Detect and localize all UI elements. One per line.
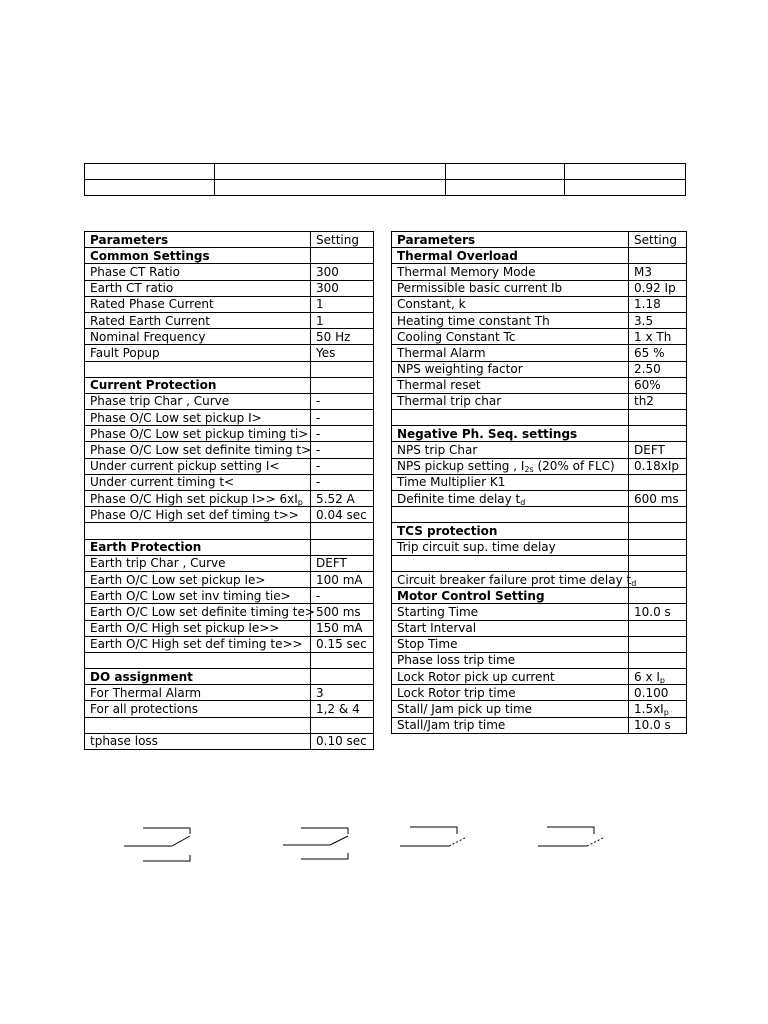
- parameter-cell-text: Thermal Overload: [397, 248, 518, 263]
- setting-cell-text: 100 mA: [316, 572, 363, 587]
- setting-cell-text: -: [316, 475, 321, 490]
- setting-cell-text: -: [316, 394, 321, 409]
- setting-cell-text: 0.18xIp: [634, 459, 679, 474]
- setting-cell-text: -: [316, 426, 321, 441]
- parameter-cell-text: For all protections: [90, 702, 198, 717]
- parameter-cell-text: Under current timing t<: [90, 475, 235, 490]
- setting-cell-text: 1.5xI: [634, 702, 664, 717]
- parameter-cell-text: Rated Phase Current: [90, 297, 214, 312]
- setting-cell-text: 150 mA: [316, 621, 363, 636]
- parameter-cell-text: Starting Time: [397, 604, 479, 619]
- setting-cell-text: DEFT: [634, 443, 665, 458]
- parameter-cell-subscript: 2s: [524, 465, 534, 475]
- setting-cell-text: 1,2 & 4: [316, 702, 360, 717]
- parameter-cell-text: NPS trip Char: [397, 443, 478, 458]
- parameter-cell-text: For Thermal Alarm: [90, 685, 202, 700]
- setting-cell-subscript: p: [659, 675, 665, 685]
- parameter-cell-text: DO assignment: [90, 669, 193, 684]
- parameters-header: Parameters: [392, 232, 629, 248]
- parameter-cell-suffix: (20% of FLC): [533, 459, 615, 474]
- parameter-cell-text: Heating time constant Th: [397, 313, 550, 328]
- parameter-cell-text: Phase O/C Low set pickup timing ti>: [90, 426, 309, 441]
- parameter-cell-text: Trip circuit sup. time delay: [397, 540, 556, 555]
- setting-cell-text: M3: [634, 264, 652, 279]
- parameter-cell-text: Definite time delay t: [397, 491, 521, 506]
- parameter-cell-subscript: p: [297, 497, 303, 507]
- parameter-cell-text: Earth O/C Low set inv timing tie>: [90, 588, 291, 603]
- parameter-cell-text: Cooling Constant Tc: [397, 329, 516, 344]
- parameter-cell-text: NPS pickup setting , I: [397, 459, 525, 474]
- setting-cell-text: 1.18: [634, 297, 661, 312]
- parameter-cell-text: Stop Time: [397, 637, 458, 652]
- setting-cell-text: 3.5: [634, 313, 654, 328]
- parameter-cell-text: Thermal reset: [397, 378, 481, 393]
- parameter-cell-text: Rated Earth Current: [90, 313, 211, 328]
- setting-cell-text: 0.92 Ip: [634, 281, 676, 296]
- parameter-cell-subscript: d: [520, 497, 526, 507]
- parameter-cell-text: Stall/ Jam pick up time: [397, 702, 533, 717]
- setting-cell-text: 1: [316, 313, 324, 328]
- changeover-contact-symbol-1: [124, 828, 190, 861]
- parameter-cell-text: Fault Popup: [90, 345, 160, 360]
- setting-cell-text: 1: [316, 297, 324, 312]
- setting-cell-text: 300: [316, 264, 339, 279]
- parameter-cell-text: Phase loss trip time: [397, 653, 516, 668]
- changeover-contact-symbol-2: [283, 828, 348, 859]
- parameter-cell-text: TCS protection: [397, 523, 498, 538]
- setting-cell-text: 6 x I: [634, 669, 660, 684]
- setting-cell-text: 5.52 A: [316, 491, 355, 506]
- setting-cell-text: 50 Hz: [316, 329, 351, 344]
- setting-cell-text: 0.15 sec: [316, 637, 367, 652]
- parameter-cell-text: Earth O/C High set def timing te>>: [90, 637, 303, 652]
- setting-cell-text: 500 ms: [316, 604, 361, 619]
- setting-cell-text: 1 x Th: [634, 329, 672, 344]
- setting-cell-text: 300: [316, 281, 339, 296]
- parameter-cell-text: Circuit breaker failure prot time delay t: [397, 572, 632, 587]
- setting-cell-text: -: [316, 443, 321, 458]
- parameter-cell-text: Under current pickup setting I<: [90, 459, 280, 474]
- setting-cell-text: 0.10 sec: [316, 734, 367, 749]
- parameter-cell-text: Thermal Memory Mode: [397, 264, 536, 279]
- parameter-cell-text: tphase loss: [90, 734, 158, 749]
- parameter-cell-text: Time Multiplier K1: [397, 475, 506, 490]
- parameter-cell-text: Phase O/C Low set definite timing t>: [90, 443, 312, 458]
- parameter-cell-text: Earth Protection: [90, 540, 202, 555]
- parameter-cell-text: Permissible basic current Ib: [397, 281, 563, 296]
- setting-cell-subscript: p: [663, 708, 669, 718]
- setting-cell-text: DEFT: [316, 556, 347, 571]
- parameter-cell-text: Current Protection: [90, 378, 217, 393]
- setting-cell-text: 0.04 sec: [316, 507, 367, 522]
- parameter-cell-text: Earth trip Char , Curve: [90, 556, 226, 571]
- setting-cell-text: 60%: [634, 378, 661, 393]
- parameter-cell-text: Motor Control Setting: [397, 588, 545, 603]
- setting-cell-text: 0.100: [634, 685, 669, 700]
- setting-cell-text: 10.0 s: [634, 718, 671, 733]
- parameter-cell-text: Thermal Alarm: [397, 345, 486, 360]
- parameter-cell-text: Phase O/C High set def timing t>>: [90, 507, 299, 522]
- setting-cell-text: 3: [316, 685, 324, 700]
- setting-header: Setting: [311, 232, 374, 248]
- parameter-cell-text: NPS weighting factor: [397, 362, 523, 377]
- parameters-header: Parameters: [85, 232, 311, 248]
- parameter-cell-text: Phase CT Ratio: [90, 264, 180, 279]
- parameter-cell-text: Stall/Jam trip time: [397, 718, 506, 733]
- parameter-cell-text: Thermal trip char: [397, 394, 502, 409]
- parameter-cell-text: Earth O/C High set pickup Ie>>: [90, 621, 280, 636]
- setting-cell-text: th2: [634, 394, 654, 409]
- setting-cell-text: -: [316, 588, 321, 603]
- parameter-cell-text: Earth O/C Low set definite timing te>: [90, 604, 315, 619]
- setting-header: Setting: [629, 232, 687, 248]
- setting-cell-text: -: [316, 459, 321, 474]
- parameter-cell-text: Lock Rotor trip time: [397, 685, 516, 700]
- parameter-cell-text: Lock Rotor pick up current: [397, 669, 555, 684]
- parameter-cell-text: Nominal Frequency: [90, 329, 206, 344]
- setting-cell-text: 10.0 s: [634, 604, 671, 619]
- setting-cell-text: 65 %: [634, 345, 665, 360]
- setting-cell-text: Yes: [316, 345, 336, 360]
- setting-cell-text: 600 ms: [634, 491, 679, 506]
- no-contact-symbol-2: [538, 827, 605, 846]
- parameter-cell-text: Phase trip Char , Curve: [90, 394, 230, 409]
- setting-cell-text: 2.50: [634, 362, 661, 377]
- no-contact-symbol-1: [400, 827, 467, 846]
- parameter-cell-subscript: d: [631, 578, 637, 588]
- parameter-cell-text: Common Settings: [90, 248, 210, 263]
- parameter-cell-text: Start Interval: [397, 621, 477, 636]
- parameter-cell-text: Earth O/C Low set pickup Ie>: [90, 572, 266, 587]
- parameter-cell-text: Constant, k: [397, 297, 466, 312]
- parameter-cell-text: Phase O/C Low set pickup I>: [90, 410, 262, 425]
- parameter-cell-text: Negative Ph. Seq. settings: [397, 426, 578, 441]
- parameter-cell-text: Earth CT ratio: [90, 281, 174, 296]
- setting-cell-text: -: [316, 410, 321, 425]
- parameter-cell-text: Phase O/C High set pickup I>> 6xI: [90, 491, 298, 506]
